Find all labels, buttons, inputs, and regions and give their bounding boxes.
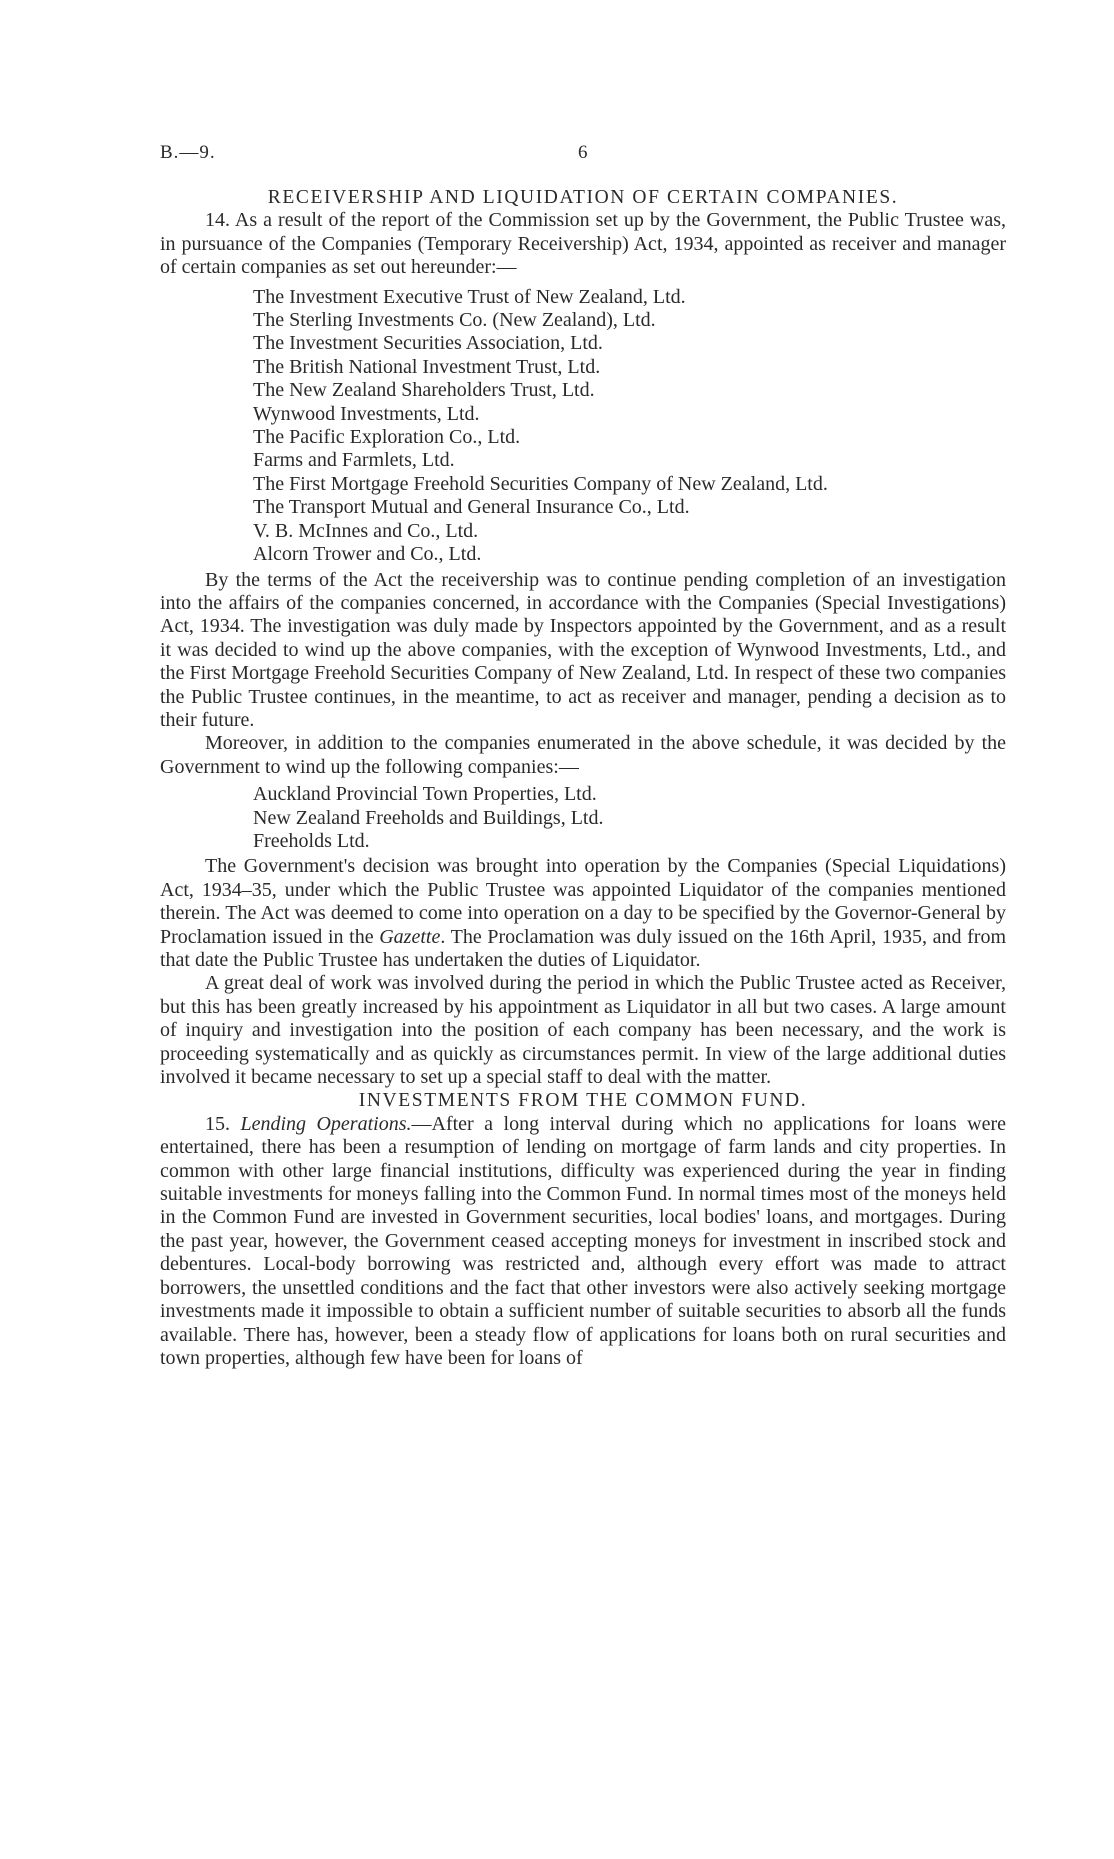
- paragraph-additional-companies: Moreover, in addition to the companies enumerated in the above schedule, it was decided by the Government to wind up the following companies:—: [160, 732, 1006, 778]
- document-body: [160, 186, 1006, 1370]
- list-item: Farms and Farmlets, Ltd.: [253, 449, 455, 472]
- gazette-title: Gazette: [379, 925, 441, 948]
- company-list: [160, 286, 1006, 567]
- paragraph-text: —After a long interval during which no applications for loans were entertained, there has been a resumption of lending on mortgage of farm lands and city properties. In common with other large financial institutions, difficulty was experienced during the year in finding suitable investments for moneys falling into the Common Fund. In normal times most of the moneys held in the Common Fund are invested in Government securities, local bodies' loans, and mortgages. During the past year, however, the Government ceased accepting moneys for investment in inscribed stock and debentures. Local-body borrowing was restricted and, although every effort was made to attract borrowers, the unsettled conditions and the fact that other investors were also actively seeking mortgage investments made it impossible to obtain a sufficient number of suitable securities to absorb all the funds available. There has, however, been a steady flow of applications for loans both on rural securities and town properties, although few have been for loans of: [160, 1112, 1007, 1369]
- paragraph-receivership-terms: By the terms of the Act the receivership was to continue pending completion of an investigation into the affairs of the companies concerned, in accordance with the Companies (Special Investigations) Act, 1934. The investigation was duly made by Inspectors appointed by the Government, and as a result it was decided to wind up the above companies, with the exception of Wynwood Investments, Ltd., and the First Mortgage Freehold Securities Company of New Zealand, Ltd. In respect of these two companies the Public Trustee continues, in the meantime, to act as receiver and manager, pending a decision as to their future.: [160, 568, 1006, 731]
- list-item: The Investment Executive Trust of New Zealand, Ltd.: [253, 285, 686, 308]
- subheading-lending-operations: Lending Operations.: [240, 1112, 412, 1135]
- paragraph-text: The Government's decision was brought into operation by the Companies (Special Liquidations) Act, 1934–35, under which the Public Trustee was appointed Liquidator of the companies mentioned therein. The Act was deemed to come into operation on a day to be specified by the Governor-General by Proclamation issued in the: [160, 855, 1006, 948]
- list-item: The Transport Mutual and General Insurance Co., Ltd.: [253, 496, 690, 519]
- list-item: Freeholds Ltd.: [253, 829, 370, 852]
- list-item: V. B. McInnes and Co., Ltd.: [253, 519, 479, 542]
- list-item: The Sterling Investments Co. (New Zealand), Ltd.: [253, 309, 656, 332]
- paragraph-15: [160, 1113, 1006, 1370]
- paragraph-number: 15.: [205, 1112, 230, 1135]
- list-item: Wynwood Investments, Ltd.: [253, 402, 480, 425]
- list-item: Auckland Provincial Town Properties, Ltd.: [253, 783, 597, 806]
- list-item: The Investment Securities Association, Ltd.: [253, 332, 603, 355]
- page-number: 6: [578, 142, 588, 163]
- paragraph-14: 14. As a result of the report of the Commission set up by the Government, the Public Trustee was, in pursuance of the Companies (Temporary Receivership) Act, 1934, appointed as receiver and manager of certain companies as set out hereunder:—: [160, 209, 1006, 279]
- paragraph-government-decision: [160, 855, 1006, 972]
- list-item: The First Mortgage Freehold Securities Company of New Zealand, Ltd.: [253, 472, 828, 495]
- section-heading-investments: INVESTMENTS FROM THE COMMON FUND.: [358, 1090, 808, 1112]
- list-item: The Pacific Exploration Co., Ltd.: [253, 426, 521, 449]
- list-item: Alcorn Trower and Co., Ltd.: [253, 543, 482, 566]
- list-item: The New Zealand Shareholders Trust, Ltd.: [253, 379, 595, 402]
- paragraph-text: . The Proclamation was duly issued on the 16th April, 1935, and from that date the Public Trustee has undertaken the duties of Liquidator.: [160, 925, 1006, 971]
- document-reference: B.—9.: [160, 142, 216, 163]
- additional-company-list: [160, 783, 1006, 853]
- list-item: New Zealand Freeholds and Buildings, Ltd.: [253, 806, 604, 829]
- section-heading-receivership: RECEIVERSHIP AND LIQUIDATION OF CERTAIN COMPANIES.: [267, 187, 899, 208]
- list-item: The British National Investment Trust, Ltd.: [253, 355, 601, 378]
- paragraph-work-involved: A great deal of work was involved during the period in which the Public Trustee acted as Receiver, but this has been greatly increased by his appointment as Liquidator in all but two cases. A large amount of inquiry and investigation into the position of each company has been necessary, and the work is proceeding systematically and as quickly as circumstances permit. In view of the large additional duties involved it became necessary to set up a special staff to deal with the matter.: [160, 972, 1006, 1089]
